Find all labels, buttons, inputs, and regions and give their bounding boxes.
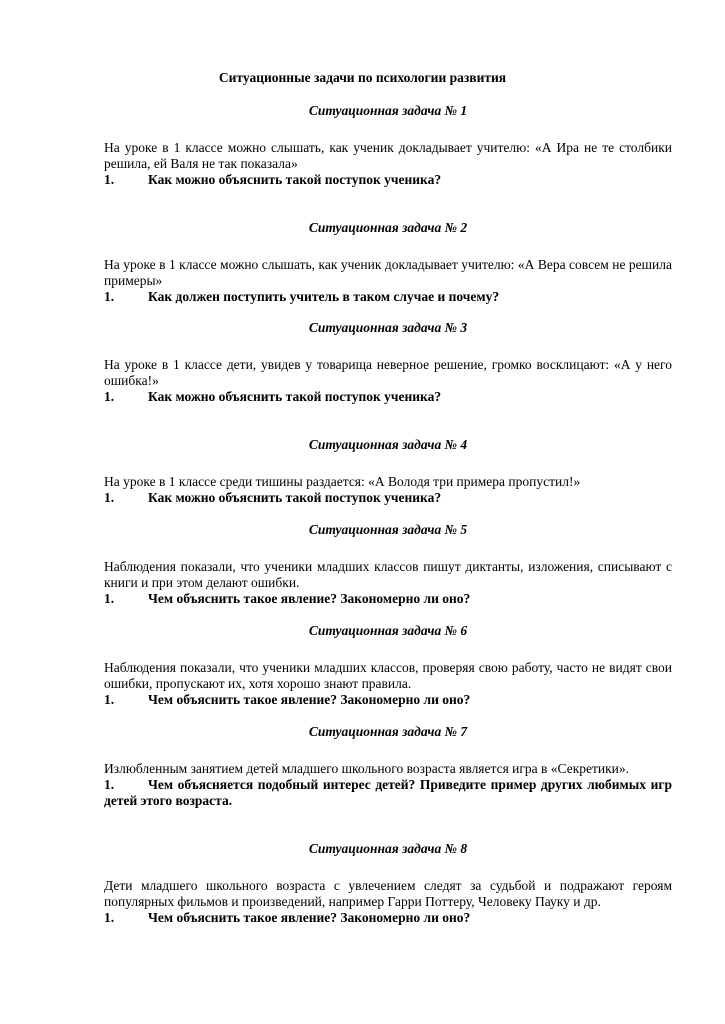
task-3 <box>104 320 672 405</box>
task-2 <box>104 220 672 305</box>
task-heading: Ситуационная задача № 3 <box>308 320 468 335</box>
question-number: 1. <box>104 389 115 404</box>
task-heading: Ситуационная задача № 4 <box>308 437 468 452</box>
task-text: На уроке в 1 классе можно слышать, как ученик докладывает учителю: «А Ира не те столбики решила, ей Валя не так показала» <box>104 140 672 171</box>
question-text: Чем объясняется подобный интерес детей? Приведите пример других любимых игр детей этого возраста. <box>104 777 672 808</box>
question-text: Чем объяснить такое явление? Закономерно ли оно? <box>148 591 471 606</box>
task-4 <box>104 437 672 506</box>
task-question <box>104 591 672 607</box>
task-question <box>104 777 672 809</box>
task-question <box>104 289 672 305</box>
task-heading: Ситуационная задача № 6 <box>308 623 468 638</box>
task-6 <box>104 623 672 708</box>
question-text: Чем объяснить такое явление? Закономерно ли оно? <box>148 910 471 925</box>
task-heading: Ситуационная задача № 7 <box>308 724 468 739</box>
task-question <box>104 490 672 506</box>
task-question <box>104 389 672 405</box>
task-8 <box>104 841 672 926</box>
task-text: Наблюдения показали, что ученики младших классов пишут диктанты, изложения, списывают с книги и при этом делают ошибки. <box>104 559 672 590</box>
task-text: На уроке в 1 классе дети, увидев у товарища неверное решение, громко восклицают: «А у него ошибка!» <box>104 357 672 388</box>
task-text: На уроке в 1 классе можно слышать, как ученик докладывает учителю: «А Вера совсем не решила примеры» <box>104 257 672 288</box>
task-heading: Ситуационная задача № 5 <box>308 522 468 537</box>
task-text: Наблюдения показали, что ученики младших классов, проверяя свою работу, часто не видят свои ошибки, пропускают их, хотя хорошо знают правила. <box>104 660 672 691</box>
question-text: Как можно объяснить такой поступок ученика? <box>148 389 442 404</box>
question-number: 1. <box>104 910 115 925</box>
task-5 <box>104 522 672 607</box>
task-text: На уроке в 1 классе среди тишины раздается: «А Володя три примера пропустил!» <box>104 474 581 489</box>
task-heading: Ситуационная задача № 8 <box>308 841 468 856</box>
question-number: 1. <box>104 777 115 792</box>
task-text: Излюбленным занятием детей младшего школьного возраста является игра в «Секретики». <box>104 761 630 776</box>
task-question <box>104 172 672 188</box>
task-question <box>104 910 672 926</box>
question-text: Как можно объяснить такой поступок ученика? <box>148 490 442 505</box>
task-7 <box>104 724 672 809</box>
task-question <box>104 692 672 708</box>
question-text: Как должен поступить учитель в таком случае и почему? <box>148 289 500 304</box>
question-number: 1. <box>104 172 115 187</box>
question-number: 1. <box>104 692 115 707</box>
question-text: Чем объяснить такое явление? Закономерно ли оно? <box>148 692 471 707</box>
task-heading: Ситуационная задача № 1 <box>308 103 468 118</box>
task-heading: Ситуационная задача № 2 <box>308 220 468 235</box>
question-number: 1. <box>104 591 115 606</box>
question-text: Как можно объяснить такой поступок ученика? <box>148 172 442 187</box>
task-1 <box>104 103 672 188</box>
question-number: 1. <box>104 289 115 304</box>
task-text: Дети младшего школьного возраста с увлечением следят за судьбой и подражают героям популярных фильмов и произведений, например Гарри Поттеру, Человеку Пауку и др. <box>104 878 672 909</box>
document-title: Ситуационные задачи по психологии развития <box>218 70 507 85</box>
question-number: 1. <box>104 490 115 505</box>
